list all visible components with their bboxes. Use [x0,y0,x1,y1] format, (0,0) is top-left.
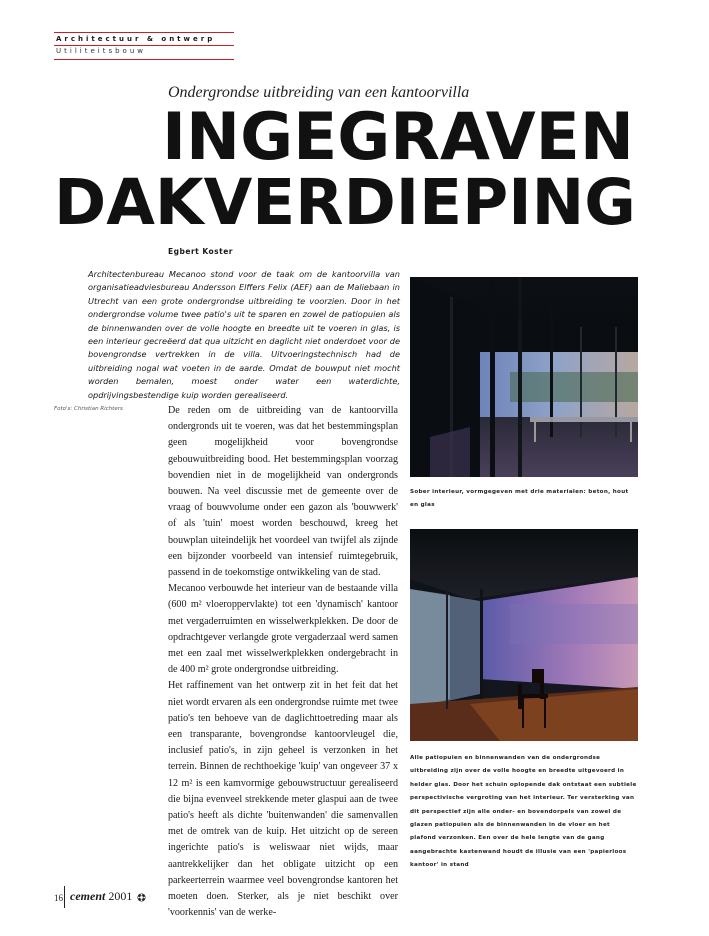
magazine-title [70,889,132,904]
section-rule-middle [54,45,234,46]
article-author: Egbert Koster [168,247,234,256]
body-paragraph: De reden om de uitbreiding van de kantoorvilla ondergronds uit te voeren, was dat het bestemmingsplan geen mogelijkheid voor bovengrondse gebouwuitbreiding bood. Het bestemmingsplan voorzag bovendien niet in de mogelijkheid van ondergronds bouwen. Na veel discussie met de gemeente over de vraag of bouwvolume onder een gazon als 'bouwwerk' of als 'tuin' moest worden beschouwd, kreeg het bouwplan uiteindelijk het voordeel van twijfel als zijnde een bijzonder voorbeeld van intensief ruimtegebruik, passend in de toekomstige ontwikkeling van de stad. [168,405,398,579]
headline-line-2: DAKVERDIEPING [54,166,636,239]
article-body [168,403,398,922]
headline-line-1: INGEGRAVEN [162,100,634,175]
magazine-year: 2001 [108,889,133,903]
section-title: Architectuur & ontwerp [56,35,216,43]
section-subtitle: Utiliteitsbouw [56,47,146,55]
photo-credit: Foto's: Christian Richters [54,406,123,412]
footer-divider [64,886,65,908]
magazine-name: cement [70,889,106,903]
photo-caption-1: Sober interieur, vormgegeven met drie materialen: beton, hout en glas [410,489,629,509]
interior-photo-1 [410,277,638,477]
flower-ornament-icon [137,893,146,902]
body-paragraph: Het raffinement van het ontwerp zit in het feit dat het niet wordt ervaren als een ondergrondse ruimte met twee patio's ten behoeve van de daglichttoetreding maar als een transparante, bovengrondse kantoorvleugel die, inclusief patio's, in zijn geheel is verzonken in het terrein. Binnen de rechthoekige 'kuip' van ongeveer 37 x 12 m² is een kamvormige gebouwstructuur gerealiseerd die bijna evenveel strekkende meter glaspui aan de twee patio's heeft als dichte 'buitenwanden' die samenvallen met de omtrek van de kuip. Het uitzicht op de sereen ingerichte patio's is weliswaar niet wijds, maar aantrekkelijker dan het obligate uitzicht op een parkeerterrein waarmee veel bovengrondse kantoren het moeten doen. Sterker, als je niet beschikt over 'voorkennis' van de werke- [168,680,398,919]
section-rule-bottom [54,59,234,60]
page-number: 16 [54,893,63,903]
article-kicker: Ondergrondse uitbreiding van een kantoorvilla [168,84,470,101]
photo-caption-2: Alle patiopuien en binnenwanden van de ondergrondse uitbreiding zijn over de volle hoogte en breedte uitgevoerd in helder glas. Door het schuin oplopende dak ontstaat een subtiele perspectivische vergroting van het interieur. Ter versterking van dit perspectief zijn alle onder- en bovendorpels van zowel de glazen patiopuien als de binnenwanden in de vloer en het plafond verzonken. Een over de hele lengte van de gang aangebrachte kastenwand houdt de illusie van een 'papierloos kantoor' in stand [410,755,637,869]
article-lead: Architectenbureau Mecanoo stond voor de taak om de kantoorvilla van organisatieadviesbureau Andersson Elffers Felix (AEF) aan de Maliebaan in Utrecht van een grote ondergrondse uitbreiding te voorzien. Door in het ondergrondse volume twee patio's uit te sparen en zowel de patiopuien als de binnenwanden over de volle hoogte en breedte uit te voeren in glas, is een interieur gecreëerd dat qua uitzicht en daglicht niet onderdoet voor de bovengrondse vertrekken in de villa. Uitvoeringstechnisch had de uitbreiding nogal wat voeten in de aarde. Omdat de bouwput niet mocht worden bemalen, moest onder water een waterdichte, opdrijvingsbestendige kuip worden gerealiseerd. [88,269,400,400]
body-paragraph: Mecanoo verbouwde het interieur van de bestaande villa (600 m² vloeroppervlakte) tot een 'dynamisch' kantoor met vergaderruimten en wisselwerkplekken. De door de opdrachtgever verlangde grote vergaderzaal werd samen met een zaal met wisselwerkplekken ondergebracht in de 400 m² grote ondergrondse uitbreiding. [168,583,398,676]
interior-photo-2 [410,529,638,741]
section-rule-top [54,32,234,33]
